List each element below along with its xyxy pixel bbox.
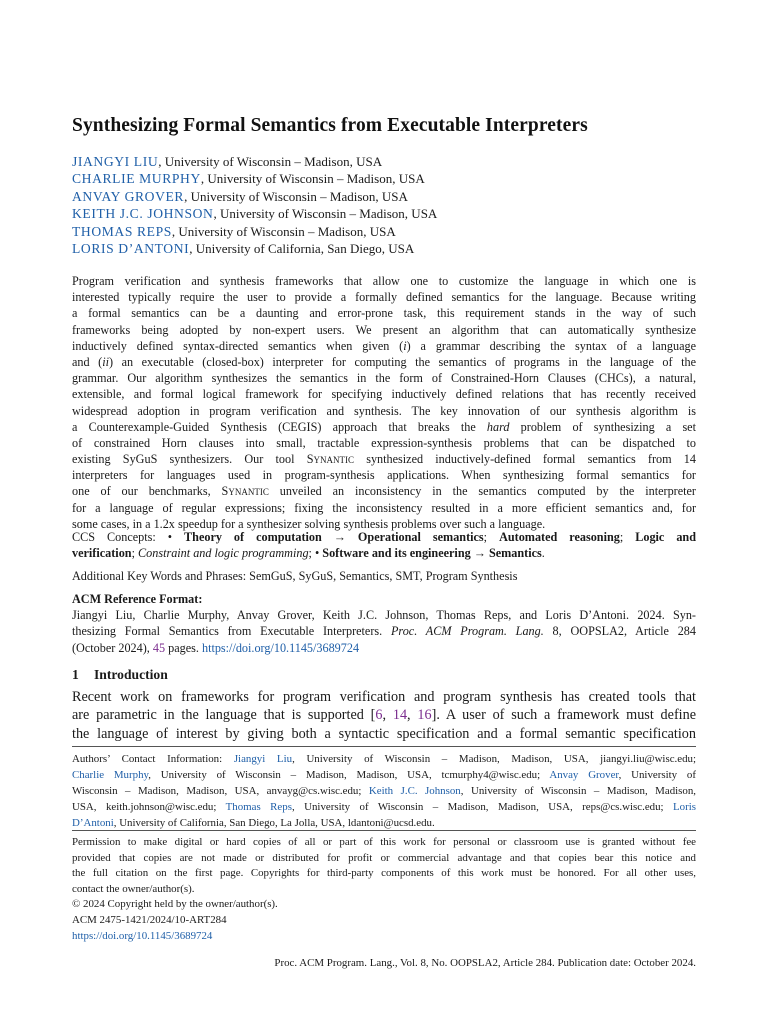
abstract-line: Program verification and synthesis frameworks that allow one to customize the language in which one is (72, 274, 696, 288)
doi-link[interactable]: https://doi.org/10.1145/3689724 (72, 929, 213, 942)
author-link[interactable]: Charlie Murphy (72, 769, 149, 782)
section-heading: 1 Introduction (72, 667, 168, 682)
permission-notice: Permission to make digital or hard copies of all or part of this work for personal or classroom use is granted without fee provided that copies are not made or distributed for profit or commercial advantage and that copies bear this notice and the full citation on the first page. Copyrights for third-party components of this work must be honored. For all other uses, contact the owner/author(s). © 2024 Copyright held by the owner/author(s). ACM 2475-1421/2024/10-ART284 https://doi.org/10.1145/3689724 (72, 836, 696, 942)
author-link[interactable]: Anvay Grover (549, 769, 619, 782)
abstract-line: inductively defined syntax-directed semantics when given (i) a grammar describing the syntax of a language (72, 338, 696, 353)
tool-name: Synantic (306, 452, 354, 467)
abstract-line: interpreters for languages used in program-synthesis applications. When synthesizing formal semantics for (72, 468, 696, 483)
keywords: Additional Key Words and Phrases: SemGuS, SyGuS, Semantics, SMT, Program Synthesis (72, 569, 518, 583)
abstract-line: of constrained Horn clauses into small, tractable expression-synthesis problems that can be dispatched to (72, 435, 696, 450)
author-link[interactable]: Loris (673, 801, 696, 814)
acm-identifier: ACM 2475-1421/2024/10-ART284 (72, 913, 227, 926)
paper-title: Synthesizing Formal Semantics from Executable Interpreters (72, 115, 588, 136)
tool-name: Synantic (221, 484, 269, 499)
abstract-line: extensible, and formal logical framework for specifying inductively defined relations that has recently received (72, 387, 696, 402)
author-name[interactable]: LORIS D’ANTONI (72, 241, 190, 257)
author-entry (72, 223, 696, 240)
author-link[interactable]: Thomas Reps (225, 801, 292, 814)
author-affiliation: , University of Wisconsin – Madison, USA (184, 188, 408, 204)
author-link[interactable]: D’Antoni (72, 817, 114, 830)
author-entry (72, 240, 696, 257)
author-contact-info: Authors’ Contact Information: Jiangyi Liu, University of Wisconsin – Madison, Madison, USA, jiangyi.liu@wisc.edu; Charlie Murphy, University of Wisconsin – Madison, Madison, USA, tcmurphy4@wisc.edu; Anvay Grover, University of Wisconsin – Madison, Madison, USA, anvayg@cs.wisc.edu; Keith J.C. Johnson, University of Wisconsin – Madison, Madison, USA, keith.johnson@wisc.edu; Thomas Reps, University of Wisconsin – Madison, Madison, USA, reps@cs.wisc.edu; Loris D’Antoni, University of California, San Diego, La Jolla, USA, ldantoni@ucsd.edu. (72, 753, 697, 830)
author-entry (72, 205, 696, 222)
doi-link[interactable]: https://doi.org/10.1145/3689724 (201, 640, 360, 655)
abstract-line: frameworks being adopted by non-expert users. We present an algorithm that can automatically synthesize (72, 322, 696, 337)
copyright-notice: © 2024 Copyright held by the owner/author(s). (72, 898, 278, 911)
ccs-concepts: CCS Concepts: • Theory of computation → Operational semantics; Automated reasoning; Logic and verification; Constraint and logic programming; • Software and its engineering → Semantics. (72, 530, 696, 561)
author-link[interactable]: Jiangyi Liu (233, 753, 293, 765)
abstract (72, 273, 696, 532)
author-affiliation: , University of Wisconsin – Madison, USA (171, 223, 396, 239)
abstract-line: interested typically require the user to provide a formally defined semantics for the language. Because writing (72, 290, 696, 305)
author-affiliation: , University of California, San Diego, USA (189, 241, 415, 257)
page-count-link[interactable]: 45 (152, 640, 166, 655)
abstract-line: widespread adoption in program verification and synthesis. The key innovation of our synthesis algorithm is (72, 403, 696, 418)
abstract-line: some cases, in a 1.2x speedup for a synthesizer solving synthesis problems over such a language. (72, 516, 546, 531)
citation-link[interactable]: 6 (375, 707, 383, 724)
abstract-line: existing SyGuS synthesizers. Our tool Synantic synthesized inductively-defined formal semantics from 14 (72, 452, 696, 467)
page-footer: Proc. ACM Program. Lang., Vol. 8, No. OOPSLA2, Article 284. Publication date: October 2024. (274, 957, 696, 969)
author-list (72, 153, 696, 257)
author-name[interactable]: KEITH J.C. JOHNSON (72, 206, 214, 222)
author-affiliation: , University of Wisconsin – Madison, USA (213, 206, 438, 222)
author-entry (72, 170, 696, 187)
abstract-line: a formal semantics can be a daunting and error-prone task, this requirement stands in the way of such (72, 306, 696, 321)
footnote-divider (72, 746, 696, 747)
author-name[interactable]: ANVAY GROVER (72, 188, 185, 204)
author-affiliation: , University of Wisconsin – Madison, USA (158, 154, 383, 169)
citation-link[interactable]: 16 (417, 707, 432, 724)
acm-reference-heading: ACM Reference Format: (72, 592, 203, 606)
author-name[interactable]: JIANGYI LIU (72, 154, 159, 169)
introduction-text: Recent work on frameworks for program verification and program synthesis has created tools that are parametric in the language that is supported [6, 14, 16]. A user of such a framework must define the language of interest by giving both a syntactic specification and a formal semantic specification (72, 689, 697, 742)
abstract-line: one of our benchmarks, Synantic unveiled an inconsistency in the semantics computed by the interpreter (72, 484, 696, 499)
abstract-line: grammar. Our algorithm synthesizes the semantics in the form of Constrained-Horn Clauses (CHCs), a natural, (72, 371, 696, 386)
abstract-line: a Counterexample-Guided Synthesis (CEGIS) approach that breaks the hard problem of synthesizing a set (72, 419, 696, 434)
author-affiliation: , University of Wisconsin – Madison, USA (200, 171, 425, 187)
author-link[interactable]: Keith J.C. Johnson (368, 785, 461, 798)
citation-link[interactable]: 14 (392, 707, 408, 724)
abstract-line: and (ii) an executable (closed-box) interpreter for computing the semantics of programs in the language of the (72, 354, 696, 369)
abstract-line: for a language of regular expressions; fixing the inconsistency resulted in a more efficient semantics and, for (72, 500, 696, 515)
acm-reference-format: ACM Reference Format: Jiangyi Liu, Charlie Murphy, Anvay Grover, Keith J.C. Johnson, Thomas Reps, and Loris D’Antoni. 2024. Syn- thesizing Formal Semantics from Executable Interpreters. Proc. ACM Program. Lang. 8, OOPSLA2, Article 284 (October 2024), 45 pages. https://doi.org/10.1145/3689724 (72, 592, 696, 655)
author-entry (72, 188, 696, 205)
author-name[interactable]: CHARLIE MURPHY (72, 171, 201, 187)
author-entry (72, 153, 696, 170)
author-name[interactable]: THOMAS REPS (72, 223, 172, 239)
permission-divider (72, 830, 696, 831)
